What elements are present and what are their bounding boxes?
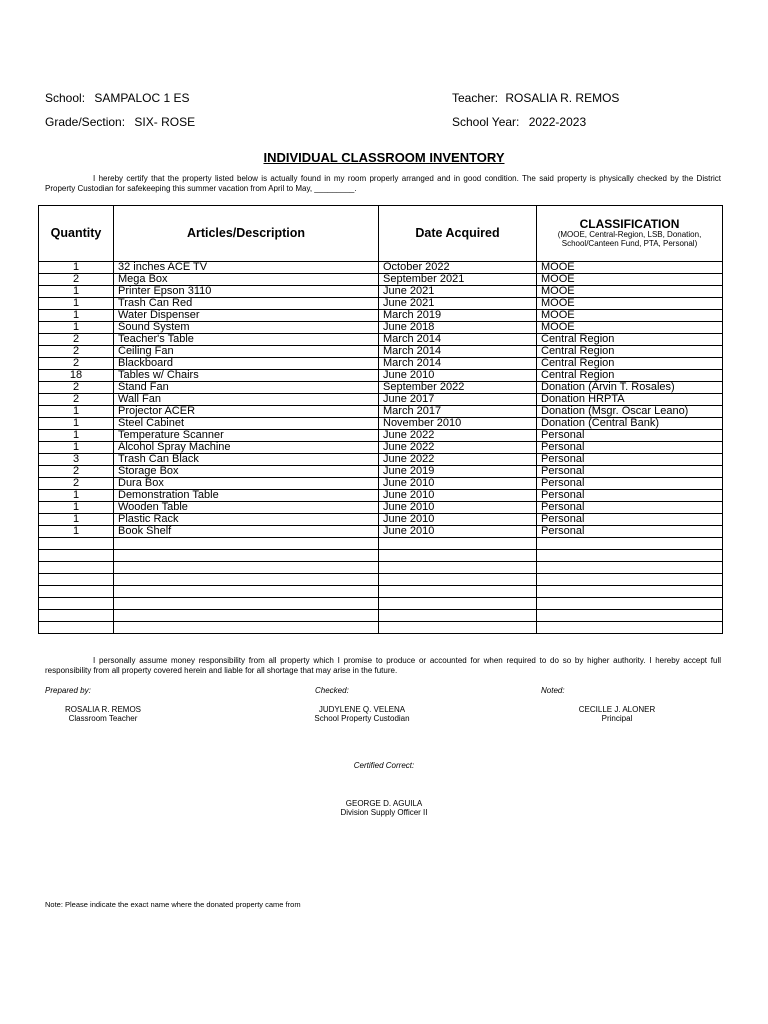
table-row xyxy=(39,478,723,490)
date-acquired-cell xyxy=(379,586,537,598)
classification-cell: Personal xyxy=(537,454,723,466)
classification-cell: MOOE xyxy=(537,262,723,274)
quantity-cell: 2 xyxy=(39,466,114,478)
table-row xyxy=(39,334,723,346)
quantity-cell xyxy=(39,622,114,634)
responsibility-text: I personally assume money responsibility from all property which I promise to produce or accounted for when required to do so by higher authority. I hereby accept full responsibility from all property covered herein and liable for all shortage that may arise in the future. xyxy=(45,656,721,675)
classification-cell xyxy=(537,562,723,574)
classification-cell: Personal xyxy=(537,502,723,514)
classification-cell xyxy=(537,586,723,598)
classification-cell: MOOE xyxy=(537,298,723,310)
table-row xyxy=(39,562,723,574)
quantity-cell xyxy=(39,538,114,550)
quantity-cell: 1 xyxy=(39,322,114,334)
classification-cell xyxy=(537,538,723,550)
teacher-field xyxy=(452,91,619,105)
table-row xyxy=(39,430,723,442)
date-acquired-cell: June 2022 xyxy=(379,430,537,442)
table-row xyxy=(39,610,723,622)
article-cell: Water Dispenser xyxy=(114,310,379,322)
date-acquired-cell: June 2010 xyxy=(379,370,537,382)
date-acquired-cell xyxy=(379,562,537,574)
classification-cell: Donation HRPTA xyxy=(537,394,723,406)
table-row xyxy=(39,574,723,586)
table-row xyxy=(39,586,723,598)
articles-header: Articles/Description xyxy=(114,206,379,262)
quantity-cell: 1 xyxy=(39,526,114,538)
quantity-cell: 1 xyxy=(39,310,114,322)
date-acquired-cell: October 2022 xyxy=(379,262,537,274)
inventory-body xyxy=(39,262,723,634)
article-cell: Mega Box xyxy=(114,274,379,286)
article-cell: Tables w/ Chairs xyxy=(114,370,379,382)
quantity-cell: 1 xyxy=(39,406,114,418)
classification-cell: Donation (Msgr. Oscar Leano) xyxy=(537,406,723,418)
article-cell: Book Shelf xyxy=(114,526,379,538)
certified-by-name: GEORGE D. AGUILA xyxy=(345,799,423,808)
article-cell: Printer Epson 3110 xyxy=(114,286,379,298)
prepared-by-name: ROSALIA R. REMOS xyxy=(64,705,142,714)
article-cell: Teacher's Table xyxy=(114,334,379,346)
table-row xyxy=(39,382,723,394)
date-acquired-cell xyxy=(379,598,537,610)
article-cell: Trash Can Black xyxy=(114,454,379,466)
certified-correct-label: Certified Correct: xyxy=(353,761,415,770)
table-row xyxy=(39,406,723,418)
school-field xyxy=(45,91,190,105)
checked-by-name: JUDYLENE Q. VELENA xyxy=(318,705,406,714)
prepared-by-title: Classroom Teacher xyxy=(68,714,138,723)
date-acquired-cell: March 2014 xyxy=(379,334,537,346)
classification-cell: Donation (Central Bank) xyxy=(537,418,723,430)
date-acquired-cell xyxy=(379,574,537,586)
quantity-cell: 2 xyxy=(39,274,114,286)
grade-value: SIX- ROSE xyxy=(134,115,196,129)
article-cell: Demonstration Table xyxy=(114,490,379,502)
article-cell xyxy=(114,574,379,586)
classification-cell: Donation (Arvin T. Rosales) xyxy=(537,382,723,394)
noted-by-title: Principal xyxy=(601,714,633,723)
grade-label: Grade/Section: xyxy=(45,115,126,129)
classification-cell: MOOE xyxy=(537,274,723,286)
date-acquired-cell: March 2014 xyxy=(379,346,537,358)
table-row xyxy=(39,550,723,562)
article-cell xyxy=(114,562,379,574)
table-row xyxy=(39,598,723,610)
certified-by-title: Division Supply Officer II xyxy=(340,808,428,817)
article-cell xyxy=(114,610,379,622)
table-row xyxy=(39,526,723,538)
date-acquired-cell: June 2021 xyxy=(379,286,537,298)
certified-by-block xyxy=(304,799,464,817)
table-row xyxy=(39,298,723,310)
date-acquired-cell: June 2010 xyxy=(379,478,537,490)
article-cell xyxy=(114,598,379,610)
date-acquired-cell: June 2018 xyxy=(379,322,537,334)
quantity-cell: 2 xyxy=(39,382,114,394)
quantity-cell: 2 xyxy=(39,334,114,346)
classification-title: CLASSIFICATION xyxy=(579,217,680,231)
classification-cell xyxy=(537,610,723,622)
quantity-cell: 1 xyxy=(39,490,114,502)
footnote: Note: Please indicate the exact name where the donated property came from xyxy=(45,900,301,909)
classification-cell: MOOE xyxy=(537,322,723,334)
classification-cell: Central Region xyxy=(537,346,723,358)
table-row xyxy=(39,310,723,322)
table-row xyxy=(39,262,723,274)
article-cell: 32 inches ACE TV xyxy=(114,262,379,274)
classification-cell: Personal xyxy=(537,442,723,454)
date-acquired-cell: June 2022 xyxy=(379,442,537,454)
article-cell: Blackboard xyxy=(114,358,379,370)
table-row xyxy=(39,358,723,370)
table-row xyxy=(39,466,723,478)
table-row xyxy=(39,418,723,430)
quantity-cell: 1 xyxy=(39,430,114,442)
table-row xyxy=(39,502,723,514)
school-label: School: xyxy=(45,91,86,105)
classification-cell: Central Region xyxy=(537,370,723,382)
teacher-label: Teacher: xyxy=(452,91,499,105)
classification-cell: Personal xyxy=(537,478,723,490)
article-cell: Wall Fan xyxy=(114,394,379,406)
date-acquired-cell: September 2022 xyxy=(379,382,537,394)
quantity-cell xyxy=(39,562,114,574)
quantity-cell: 2 xyxy=(39,394,114,406)
date-acquired-cell xyxy=(379,550,537,562)
classification-cell xyxy=(537,622,723,634)
classification-cell: MOOE xyxy=(537,310,723,322)
noted-by-name: CECILLE J. ALONER xyxy=(578,705,656,714)
article-cell: Stand Fan xyxy=(114,382,379,394)
prepared-by-block xyxy=(38,705,168,723)
article-cell xyxy=(114,622,379,634)
date-acquired-cell: June 2010 xyxy=(379,490,537,502)
certification-text: I hereby certify that the property listed below is actually found in my room properly arranged and in good condition. The said property is physically checked by the District Property Custodian for safekeeping this summer vacation from April to May, _________. xyxy=(45,174,721,193)
quantity-cell: 1 xyxy=(39,286,114,298)
quantity-cell xyxy=(39,550,114,562)
quantity-header: Quantity xyxy=(39,206,114,262)
checked-by-title: School Property Custodian xyxy=(314,714,410,723)
article-cell xyxy=(114,550,379,562)
checked-by-block xyxy=(297,705,427,723)
quantity-cell: 2 xyxy=(39,346,114,358)
quantity-cell xyxy=(39,610,114,622)
article-cell: Projector ACER xyxy=(114,406,379,418)
article-cell: Temperature Scanner xyxy=(114,430,379,442)
quantity-cell xyxy=(39,586,114,598)
classification-header xyxy=(537,206,723,262)
table-header-row xyxy=(39,206,723,262)
article-cell: Alcohol Spray Machine xyxy=(114,442,379,454)
date-acquired-cell xyxy=(379,610,537,622)
classification-cell: Central Region xyxy=(537,358,723,370)
quantity-cell: 1 xyxy=(39,514,114,526)
table-row xyxy=(39,538,723,550)
table-row xyxy=(39,442,723,454)
classification-cell: MOOE xyxy=(537,286,723,298)
table-row xyxy=(39,394,723,406)
quantity-cell xyxy=(39,598,114,610)
date-acquired-cell: September 2021 xyxy=(379,274,537,286)
article-cell: Sound System xyxy=(114,322,379,334)
prepared-by-label: Prepared by: xyxy=(45,686,91,695)
school-year-field xyxy=(452,115,586,129)
table-row xyxy=(39,274,723,286)
teacher-value: ROSALIA R. REMOS xyxy=(505,91,620,105)
article-cell xyxy=(114,586,379,598)
article-cell: Plastic Rack xyxy=(114,514,379,526)
quantity-cell xyxy=(39,574,114,586)
quantity-cell: 2 xyxy=(39,478,114,490)
article-cell: Steel Cabinet xyxy=(114,418,379,430)
date-acquired-cell: November 2010 xyxy=(379,418,537,430)
quantity-cell: 18 xyxy=(39,370,114,382)
inventory-table xyxy=(38,205,723,634)
table-row xyxy=(39,490,723,502)
classification-note: (MOOE, Central-Region, LSB, Donation, School/Canteen Fund, PTA, Personal) xyxy=(557,230,702,248)
noted-label: Noted: xyxy=(541,686,565,695)
table-row xyxy=(39,622,723,634)
quantity-cell: 3 xyxy=(39,454,114,466)
date-acquired-cell: March 2017 xyxy=(379,406,537,418)
table-row xyxy=(39,286,723,298)
school-year-label: School Year: xyxy=(452,115,520,129)
date-acquired-cell: March 2019 xyxy=(379,310,537,322)
date-acquired-cell: June 2019 xyxy=(379,466,537,478)
table-row xyxy=(39,514,723,526)
article-cell: Trash Can Red xyxy=(114,298,379,310)
classification-cell xyxy=(537,550,723,562)
article-cell: Dura Box xyxy=(114,478,379,490)
table-row xyxy=(39,454,723,466)
quantity-cell: 2 xyxy=(39,358,114,370)
table-row xyxy=(39,322,723,334)
date-acquired-cell: June 2022 xyxy=(379,454,537,466)
classification-cell xyxy=(537,574,723,586)
page-title: INDIVIDUAL CLASSROOM INVENTORY xyxy=(263,150,505,165)
classification-cell: Central Region xyxy=(537,334,723,346)
article-cell: Ceiling Fan xyxy=(114,346,379,358)
classification-cell: Personal xyxy=(537,430,723,442)
article-cell: Wooden Table xyxy=(114,502,379,514)
quantity-cell: 1 xyxy=(39,298,114,310)
noted-by-block xyxy=(552,705,682,723)
table-row xyxy=(39,346,723,358)
date-acquired-cell: June 2010 xyxy=(379,526,537,538)
quantity-cell: 1 xyxy=(39,262,114,274)
date-header: Date Acquired xyxy=(379,206,537,262)
grade-field xyxy=(45,115,195,129)
date-acquired-cell: June 2017 xyxy=(379,394,537,406)
school-value: SAMPALOC 1 ES xyxy=(94,91,190,105)
date-acquired-cell: June 2021 xyxy=(379,298,537,310)
table-row xyxy=(39,370,723,382)
classification-cell: Personal xyxy=(537,466,723,478)
date-acquired-cell: June 2010 xyxy=(379,514,537,526)
classification-cell: Personal xyxy=(537,514,723,526)
date-acquired-cell: March 2014 xyxy=(379,358,537,370)
date-acquired-cell: June 2010 xyxy=(379,502,537,514)
date-acquired-cell xyxy=(379,622,537,634)
quantity-cell: 1 xyxy=(39,418,114,430)
classification-cell: Personal xyxy=(537,490,723,502)
article-cell: Storage Box xyxy=(114,466,379,478)
quantity-cell: 1 xyxy=(39,502,114,514)
date-acquired-cell xyxy=(379,538,537,550)
article-cell xyxy=(114,538,379,550)
classification-cell: Personal xyxy=(537,526,723,538)
checked-label: Checked: xyxy=(315,686,349,695)
classification-cell xyxy=(537,598,723,610)
quantity-cell: 1 xyxy=(39,442,114,454)
school-year-value: 2022-2023 xyxy=(528,115,587,129)
